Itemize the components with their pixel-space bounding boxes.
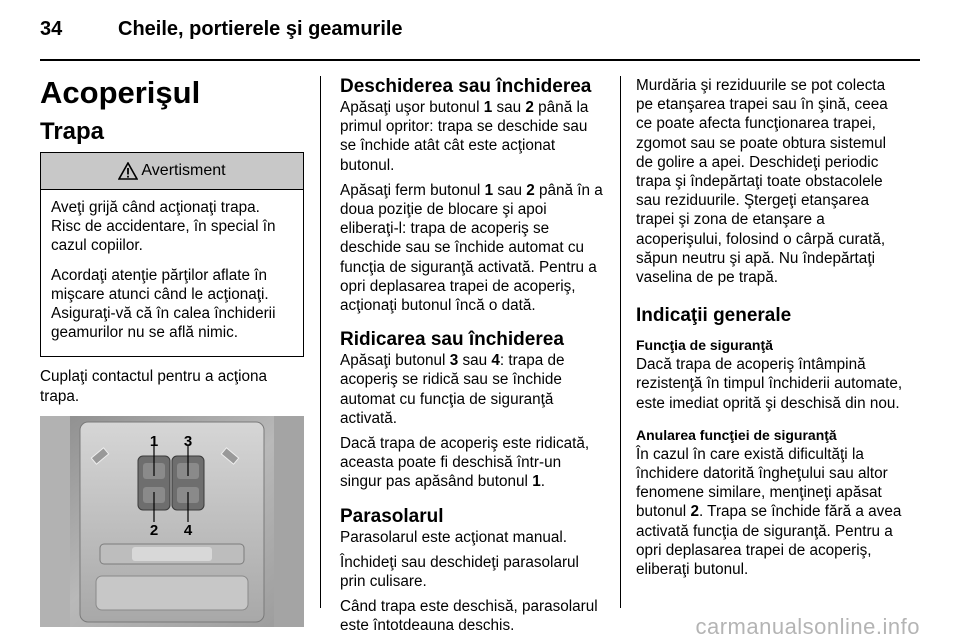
heading-raise-close: Ridicarea sau închiderea bbox=[340, 329, 564, 351]
figure-label-2: 2 bbox=[149, 521, 159, 539]
bold-number: 2 bbox=[525, 99, 534, 116]
header-rule bbox=[40, 59, 920, 61]
warning-header bbox=[41, 153, 303, 190]
column-left bbox=[40, 76, 304, 627]
paragraph: Când trapa este deschisă, parasolarul este întotdeauna deschis. bbox=[340, 598, 598, 635]
bold-number: 1 bbox=[532, 473, 541, 491]
paragraph: Apăsaţi butonul 3 sau 4: trapa de acoperiş se ridică sau se închide automat cu funcţia de siguranţă activată. bbox=[340, 352, 565, 427]
warning-box bbox=[40, 152, 304, 357]
paragraph: Dacă trapa de acoperiş este ridicată, aceasta poate fi deschisă într-un singur pas apăsând butonul 1. bbox=[340, 435, 590, 491]
bold-number: 4 bbox=[491, 352, 500, 370]
bold-number: 3 bbox=[449, 352, 459, 370]
figure-label-4: 4 bbox=[183, 521, 193, 539]
heading-open-close: Deschiderea sau închiderea bbox=[340, 76, 592, 97]
bold-number: 2 bbox=[690, 503, 699, 521]
paragraph: Apăsaţi ferm butonul 1 sau 2 până în a doua poziţie de blocare şi apoi eliberaţi-l: trapa de acoperiş se deschide sau se închide automat cu funcţia de siguranţă activată. Pentru a opri deplasarea trapei de acoperiş, acţionaţi butonul încă o dată. bbox=[340, 181, 603, 315]
figure-label-3: 3 bbox=[183, 432, 193, 450]
bold-number: 1 bbox=[483, 99, 493, 116]
warning-title: Avertisment bbox=[141, 162, 226, 179]
warning-text-1: Aveţi grijă când acţionaţi trapa. Risc de accidentare, în special în cazul copiilor. bbox=[51, 199, 276, 255]
page-number: 34 bbox=[40, 18, 63, 40]
section-title: Acoperişul bbox=[40, 75, 201, 110]
paragraph: Apăsaţi uşor butonul 1 sau 2 până la primul opritor: trapa se deschide sau se închide atât cât este acţionat butonul. bbox=[340, 99, 589, 174]
warning-triangle-icon bbox=[118, 162, 138, 180]
sunroof-switch-figure bbox=[40, 416, 304, 627]
figure-label-1: 1 bbox=[149, 432, 159, 450]
bold-number: 2 bbox=[526, 181, 535, 199]
heading-general: Indicaţii generale bbox=[636, 305, 792, 327]
column-middle bbox=[340, 76, 606, 642]
heading-safety-function: Funcţia de siguranţă bbox=[636, 337, 773, 354]
paragraph: În cazul în care există dificultăţi la închidere datorită îngheţului sau altor fenomene similare, menţineţi apăsat butonul 2. Trapa se închide fără a avea activată funcţia de siguranţă. Pentru a opri deplasarea trapei de acoperiş, eliberaţi butonul. bbox=[636, 445, 902, 579]
watermark: carmanualsonline.info bbox=[695, 614, 920, 639]
column-right bbox=[636, 76, 904, 585]
column-divider bbox=[620, 76, 621, 608]
subsection-title: Trapa bbox=[40, 118, 105, 145]
paragraph: Murdăria şi reziduurile se pot colecta pe etanşarea trapei sau în şină, ceea ce poate afecta funcţionarea trapei, zgomot sau se poate obtura sistemul de golire a apei. Deschideţi periodic trapa şi îndepărtaţi toate obstacolele sau reziduurile. Ştergeţi etanşarea trapei şi zona de etanşare a acoperişului, folosind o cârpă curată, săpun neutru şi apă. Nu îndepărtaţi vaselina de pe trapă. bbox=[636, 77, 888, 287]
paragraph: Parasolarul este acţionat manual. bbox=[340, 528, 568, 546]
page-header bbox=[40, 18, 920, 48]
paragraph: Dacă trapa de acoperiş întâmpină rezistenţă în timpul închiderii automate, este imediat oprită şi deschisă din nou. bbox=[636, 356, 903, 412]
heading-sunshade: Parasolarul bbox=[340, 505, 444, 527]
warning-text-2: Acordaţi atenţie părţilor aflate în mişcare atunci când le acţionaţi. Asiguraţi-vă că în calea închiderii geamurilor nu se află nimic. bbox=[51, 266, 276, 342]
chapter-title: Cheile, portierele şi geamurile bbox=[118, 18, 403, 40]
bold-number: 1 bbox=[484, 181, 494, 199]
heading-cancel-safety: Anularea funcţiei de siguranţă bbox=[636, 426, 837, 443]
intro-text: Cuplaţi contactul pentru a acţiona trapa. bbox=[40, 368, 268, 405]
paragraph: Închideţi sau deschideţi parasolarul prin culisare. bbox=[340, 553, 579, 591]
column-divider bbox=[320, 76, 321, 608]
